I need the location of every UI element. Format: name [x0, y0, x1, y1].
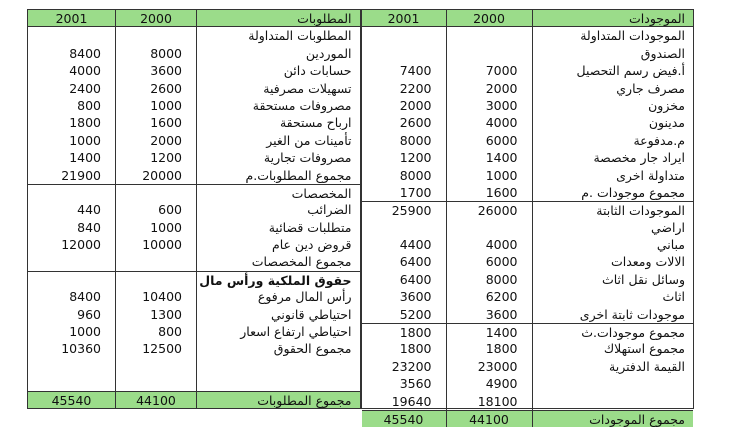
right-data-row	[362, 306, 694, 323]
left-data-row	[28, 132, 360, 149]
year-2001-cell: 10360	[28, 340, 116, 357]
year-2000-cell: 10000	[116, 236, 197, 253]
year-2001-cell: 1800	[28, 114, 116, 131]
label-cell: مخزون	[648, 97, 685, 113]
year-2001-cell: 45540	[28, 392, 116, 408]
label-cell: مجموع الموجودات	[589, 411, 685, 427]
label-cell: متداولة اخرى	[616, 167, 685, 183]
year-2001-cell: 8400	[28, 45, 116, 62]
right-data-row	[362, 45, 694, 62]
left-data-row	[28, 201, 360, 218]
year-2001-cell	[28, 185, 116, 201]
year-2001-cell: 960	[28, 306, 116, 323]
year-2000-cell: 18100	[447, 393, 533, 410]
year-2001-cell: 8400	[28, 288, 116, 305]
year-2000-cell: 600	[116, 201, 197, 218]
year-2000-cell	[116, 358, 197, 374]
year-2001-cell: 5200	[362, 306, 447, 323]
year-2000-cell	[116, 185, 197, 201]
year-2000-cell	[447, 219, 533, 236]
right-data-row	[362, 358, 694, 375]
year-2001-cell: 2001	[362, 10, 447, 26]
right-data-row	[362, 288, 694, 305]
label-cell: متطلبات قضائية	[268, 219, 352, 235]
label-cell: مباني	[656, 237, 685, 253]
year-2000-cell	[116, 374, 197, 390]
year-2001-cell: 45540	[362, 411, 447, 427]
left-data-row	[28, 288, 360, 305]
year-2001-cell: 2200	[362, 80, 447, 97]
left-data-row	[28, 80, 360, 97]
year-2000-cell: 4000	[447, 236, 533, 253]
year-2001-cell: 3600	[362, 288, 447, 305]
year-2000-cell: 6200	[447, 288, 533, 305]
year-2001-cell: 1800	[362, 340, 447, 357]
year-2001-cell: 19640	[362, 393, 447, 410]
year-2000-cell: 8000	[447, 271, 533, 288]
year-2000-cell	[116, 27, 197, 44]
label-cell: حقوق الملكية ورأس مال	[199, 272, 352, 288]
label-cell: تسهيلات مصرفية	[263, 80, 352, 96]
label-cell: احتياطي ارتفاع اسعار	[240, 324, 352, 340]
year-2001-cell: 2000	[362, 97, 447, 114]
left-data-row	[28, 374, 360, 390]
year-2001-cell: 1200	[362, 149, 447, 166]
label-cell: القيمة الدفترية	[609, 358, 685, 374]
year-2001-cell: 2400	[28, 80, 116, 97]
year-2000-cell: 26000	[447, 202, 533, 218]
label-cell: مدينون	[648, 115, 685, 131]
label-cell: مجموع موجودات.ث	[581, 325, 685, 341]
year-2001-cell: 1700	[362, 184, 447, 201]
label-cell: اراضي	[650, 219, 685, 235]
year-2001-cell: 1400	[28, 149, 116, 166]
left-data-row	[28, 358, 360, 374]
year-2000-cell: 20000	[116, 167, 197, 184]
year-2000-cell: 2000	[447, 10, 533, 26]
right-data-row	[362, 375, 694, 392]
year-2000-cell: 1000	[116, 219, 197, 236]
year-2001-cell: 2600	[362, 114, 447, 131]
year-2001-cell	[28, 358, 116, 374]
label-cell: الموجودات المتداولة	[580, 28, 685, 44]
right-data-row	[362, 97, 694, 114]
year-2000-cell: 6000	[447, 253, 533, 270]
left-data-row	[28, 184, 360, 201]
year-2001-cell: 8000	[362, 132, 447, 149]
right-data-row	[362, 184, 694, 201]
label-cell: مجموع الحقوق	[273, 341, 352, 357]
right-data-row	[362, 393, 694, 410]
label-cell: مصروفات مستحقة	[252, 97, 352, 113]
right-data-row	[362, 114, 694, 131]
label-cell: ايراد جار مخصصة	[593, 150, 685, 166]
year-2001-cell: 25900	[362, 202, 447, 218]
year-2000-cell: 1400	[447, 149, 533, 166]
label-cell: تأمينات من الغير	[266, 132, 352, 148]
label-cell: الموجودات الثابتة	[596, 203, 685, 219]
left-data-row	[28, 45, 360, 62]
right-data-row	[362, 236, 694, 253]
right-data-row	[362, 219, 694, 236]
label-cell: الموردين	[305, 45, 352, 61]
left-header-row	[28, 10, 360, 27]
right-data-row	[362, 80, 694, 97]
year-2000-cell: 1400	[447, 324, 533, 340]
year-2001-cell: 6400	[362, 271, 447, 288]
year-2000-cell: 4900	[447, 375, 533, 392]
year-2000-cell: 3000	[447, 97, 533, 114]
year-2001-cell: 1000	[28, 132, 116, 149]
label-cell: مجموع المخصصات	[251, 254, 352, 270]
year-2001-cell	[28, 253, 116, 270]
year-2000-cell: 1600	[447, 184, 533, 201]
year-2000-cell	[447, 45, 533, 62]
year-2001-cell	[362, 45, 447, 62]
label-cell: المطلوبات المتداولة	[248, 28, 352, 44]
year-2000-cell	[116, 253, 197, 270]
year-2001-cell: 21900	[28, 167, 116, 184]
label-cell	[197, 374, 360, 390]
year-2001-cell: 1800	[362, 324, 447, 340]
year-2001-cell	[362, 27, 447, 44]
year-2001-cell: 23200	[362, 358, 447, 375]
label-cell: المطلوبات	[297, 11, 352, 26]
year-2001-cell: 3560	[362, 375, 447, 392]
right-footer-row	[362, 410, 694, 427]
left-data-row	[28, 236, 360, 253]
left-data-row	[28, 27, 360, 44]
right-data-row	[362, 167, 694, 184]
year-2001-cell: 12000	[28, 236, 116, 253]
left-data-row	[28, 306, 360, 323]
label-cell: احتياطي قانوني	[270, 306, 352, 322]
year-2000-cell: 3600	[116, 62, 197, 79]
right-data-row	[362, 323, 694, 340]
year-2000-cell: 10400	[116, 288, 197, 305]
left-data-row	[28, 167, 360, 184]
year-2000-cell: 44100	[447, 411, 533, 427]
right-data-row	[362, 27, 694, 44]
label-cell: الالات ومعدات	[610, 254, 685, 270]
left-data-row	[28, 340, 360, 357]
year-2000-cell: 1600	[116, 114, 197, 131]
year-2000-cell: 1000	[447, 167, 533, 184]
year-2001-cell: 7400	[362, 62, 447, 79]
year-2000-cell: 800	[116, 323, 197, 340]
label-cell: رأس المال مرفوع	[257, 289, 352, 305]
left-data-row	[28, 149, 360, 166]
label-cell: موجودات ثابتة اخرى	[579, 306, 685, 322]
year-2000-cell	[447, 27, 533, 44]
year-2001-cell	[28, 27, 116, 44]
label-cell	[533, 375, 694, 392]
year-2001-cell	[362, 219, 447, 236]
right-header-row	[362, 10, 694, 27]
right-data-row	[362, 340, 694, 357]
right-data-row	[362, 62, 694, 79]
year-2001-cell: 6400	[362, 253, 447, 270]
label-cell: قروض دين عام	[271, 237, 352, 253]
year-2000-cell: 1200	[116, 149, 197, 166]
left-data-row	[28, 219, 360, 236]
year-2000-cell: 1300	[116, 306, 197, 323]
year-2001-cell: 2001	[28, 10, 116, 26]
label-cell: الضرائب	[307, 202, 352, 218]
label-cell: أ.فيض رسم التحصيل	[576, 63, 685, 79]
assets-section	[362, 10, 694, 427]
left-footer-row	[28, 391, 360, 408]
year-2000-cell: 1800	[447, 340, 533, 357]
year-2001-cell: 8000	[362, 167, 447, 184]
year-2000-cell: 2000	[447, 80, 533, 97]
year-2000-cell: 2000	[116, 10, 197, 26]
year-2000-cell: 3600	[447, 306, 533, 323]
label-cell: حسابات دائن	[283, 63, 352, 79]
right-data-row	[362, 201, 694, 218]
right-data-row	[362, 253, 694, 270]
year-2001-cell: 840	[28, 219, 116, 236]
year-2000-cell	[116, 272, 197, 288]
year-2001-cell: 440	[28, 201, 116, 218]
label-cell: مجموع موجودات .م	[581, 184, 685, 200]
label-cell: مجموع استهلاك	[603, 341, 685, 357]
right-data-row	[362, 271, 694, 288]
left-data-row	[28, 62, 360, 79]
label-cell: المخصصات	[291, 185, 352, 201]
year-2001-cell: 4000	[28, 62, 116, 79]
label-cell: مصروفات تجارية	[263, 150, 352, 166]
right-data-row	[362, 149, 694, 166]
label-cell: م.مدفوعة	[633, 132, 685, 148]
year-2000-cell: 7000	[447, 62, 533, 79]
label-cell: مصرف جاري	[616, 80, 685, 96]
year-2000-cell: 44100	[116, 392, 197, 408]
year-2000-cell: 1000	[116, 97, 197, 114]
label-cell: اثاث	[662, 289, 685, 305]
year-2000-cell: 6000	[447, 132, 533, 149]
year-2000-cell: 2600	[116, 80, 197, 97]
label-cell: وسائل نقل اثاث	[601, 271, 685, 287]
year-2001-cell: 800	[28, 97, 116, 114]
year-2000-cell: 8000	[116, 45, 197, 62]
label-cell: الموجودات	[629, 11, 685, 26]
label-cell: ارباح مستحقة	[279, 115, 352, 131]
year-2000-cell: 12500	[116, 340, 197, 357]
left-data-row	[28, 97, 360, 114]
left-data-row	[28, 271, 360, 288]
year-2000-cell: 23000	[447, 358, 533, 375]
left-data-row	[28, 114, 360, 131]
year-2001-cell: 1000	[28, 323, 116, 340]
label-cell: مجموع المطلوبات	[257, 392, 352, 408]
label-cell	[197, 358, 360, 374]
year-2000-cell: 4000	[447, 114, 533, 131]
balance-sheet-table	[27, 9, 694, 427]
year-2000-cell: 2000	[116, 132, 197, 149]
year-2001-cell	[28, 272, 116, 288]
label-cell: الصندوق	[640, 45, 685, 61]
right-data-row	[362, 132, 694, 149]
label-cell: مجموع المطلوبات.م	[245, 167, 352, 183]
year-2001-cell	[28, 374, 116, 390]
liabilities-section	[28, 10, 362, 408]
left-data-row	[28, 323, 360, 340]
left-data-row	[28, 253, 360, 270]
year-2001-cell: 4400	[362, 236, 447, 253]
label-cell	[533, 393, 694, 410]
